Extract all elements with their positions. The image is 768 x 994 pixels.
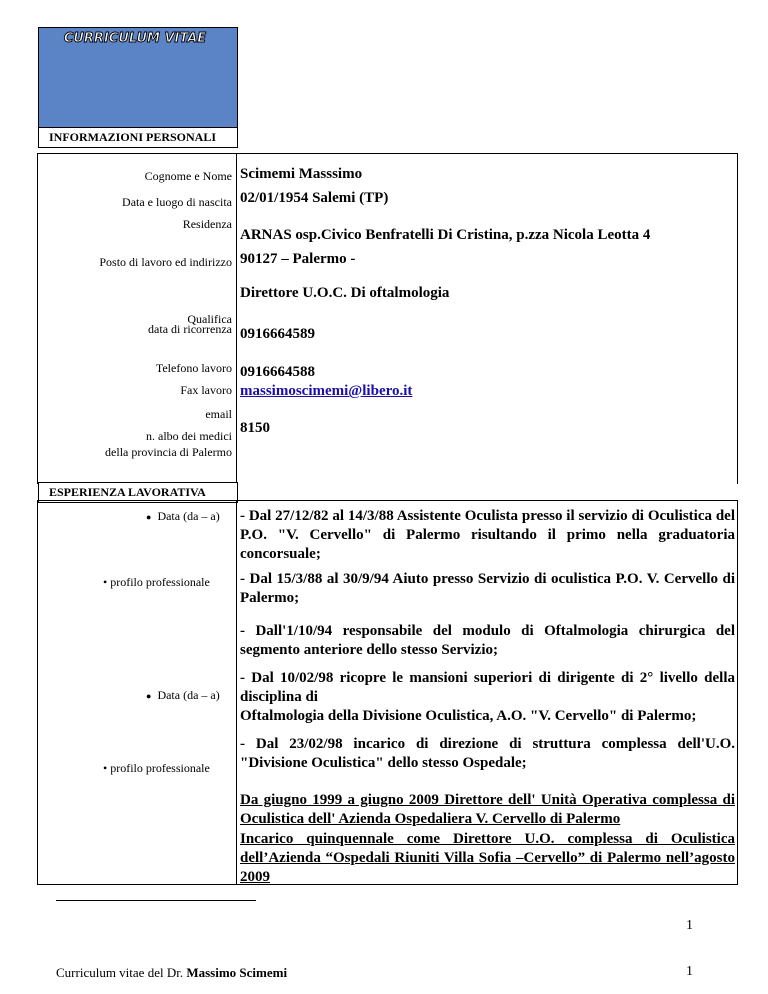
label-posto: Posto di lavoro ed indirizzo — [99, 255, 232, 269]
value-qualifica: Direttore U.O.C. Di oftalmologia — [240, 285, 450, 301]
label-profilo-1: • profilo professionale — [103, 575, 210, 589]
svg-text:CURRICULUM VITAE: CURRICULUM VITAE — [63, 31, 207, 46]
experience-paragraph-3: - Dall'1/10/94 responsabile del modulo di Oftalmologia chirurgica del segmento anteriore dello stesso Servizio; — [240, 623, 735, 658]
experience-paragraph-2: - Dal 15/3/88 al 30/9/94 Aiuto presso Servizio di oculistica P.O. V. Cervello di Palermo; — [240, 571, 735, 606]
label-qualifica: Qualifica — [187, 312, 232, 326]
section-title-personal: INFORMAZIONI PERSONALI — [38, 127, 238, 148]
footer-prefix: Curriculum vitae del Dr. — [56, 965, 187, 980]
section-title-experience: ESPERIENZA LAVORATIVA — [38, 482, 238, 503]
label-telefono: Telefono lavoro — [155, 361, 232, 375]
page-number: 1 — [686, 964, 693, 979]
value-fax: 0916664588 — [240, 364, 315, 380]
experience-paragraph-1: - Dal 27/12/82 al 14/3/88 Assistente Oculista presso il servizio di Oculistica del P.O. "V. Cervello" di Palermo risultando il primo nella graduatoria concorsuale; — [240, 508, 735, 562]
value-nome: Scimemi Masssimo — [240, 166, 363, 182]
footer-name: Massimo Scimemi — [186, 965, 288, 980]
label-email: email — [205, 407, 232, 421]
experience-paragraph-7: Da giugno 1999 a giugno 2009 Direttore dell' Unità Operativa complessa di Oculistica dell' Azienda Ospedaliera V. Cervello di Palermo — [240, 792, 735, 827]
personal-divider — [236, 153, 237, 483]
value-albo: 8150 — [240, 420, 270, 436]
value-nascita: 02/01/1954 Salemi (TP) — [240, 190, 389, 206]
experience-paragraph-6: - Dal 23/02/98 incarico di direzione di struttura complessa dell'U.O. "Divisione Oculistica" dello stesso Ospedale; — [240, 736, 735, 771]
experience-paragraph-8: Incarico quinquennale come Direttore U.O. complessa di Oculistica dell’Azienda “Ospedali Riuniti Villa Sofia –Cervello” di Palermo nell’agosto 2009 — [240, 831, 735, 885]
label-data-1: ● Data (da – a) — [146, 509, 220, 523]
label-residenza: Residenza — [182, 217, 232, 231]
footnote-separator — [56, 900, 256, 901]
curriculum-vitae-logo — [60, 27, 210, 47]
label-fax: Fax lavoro — [180, 383, 232, 397]
label-profilo-2: • profilo professionale — [103, 761, 210, 775]
value-telefono: 0916664589 — [240, 326, 315, 342]
value-posto-line1: ARNAS osp.Civico Benfratelli Di Cristina, p.zza Nicola Leotta 4 — [240, 227, 651, 243]
label-nascita: Data e luogo di nascita — [122, 195, 232, 209]
label-nome: Cognome e Nome — [144, 169, 232, 183]
value-posto-line2: 90127 – Palermo - — [240, 251, 356, 267]
experience-divider — [236, 500, 237, 884]
label-ricorrenza: data di ricorrenza — [148, 322, 232, 336]
footer-text — [56, 965, 287, 981]
label-albo-1: n. albo dei medici — [146, 429, 232, 443]
label-albo-2: della provincia di Palermo — [105, 445, 232, 459]
footnote-number: 1 — [686, 918, 693, 933]
experience-paragraph-4: - Dal 10/02/98 ricopre le mansioni superiori di dirigente di 2° livello della disciplina di — [240, 670, 735, 705]
email-link[interactable]: massimoscimemi@libero.it — [240, 383, 413, 399]
label-data-2: ● Data (da – a) — [146, 688, 220, 702]
experience-paragraph-5: Oftalmologia della Divisione Oculistica, A.O. "V. Cervello" di Palermo; — [240, 708, 697, 724]
